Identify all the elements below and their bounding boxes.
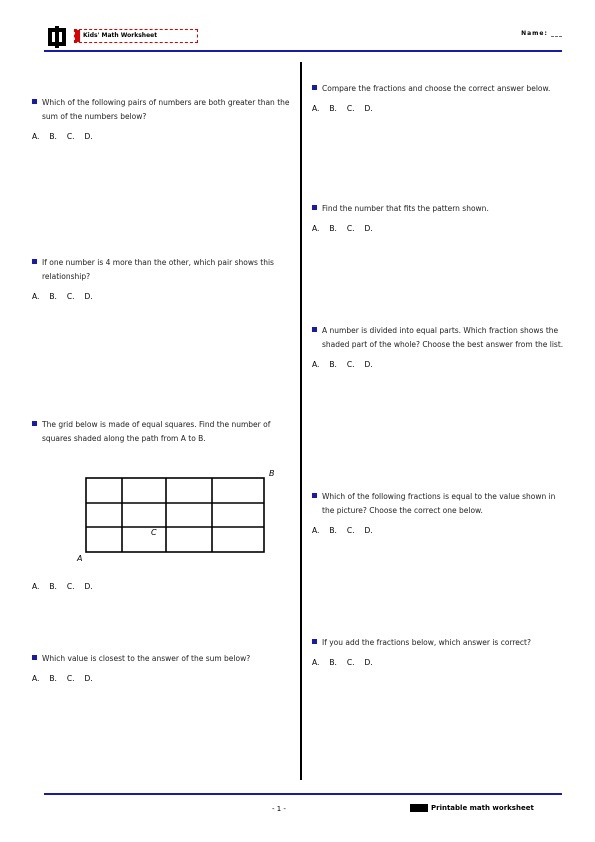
- top-rule: [44, 50, 562, 52]
- choice-d[interactable]: D.: [364, 526, 373, 535]
- choice-c[interactable]: C.: [346, 104, 355, 113]
- choice-d[interactable]: D.: [364, 104, 373, 113]
- answer-choices: [312, 222, 570, 236]
- question-text: The grid below is made of equal squares. Find the number of squares shaded along the path from A to B.: [42, 420, 271, 443]
- question-bullet-icon: [32, 655, 37, 660]
- choice-c[interactable]: C.: [66, 674, 75, 683]
- question-bullet-icon: [312, 85, 317, 90]
- answer-choices: [312, 358, 570, 372]
- choice-a[interactable]: A.: [312, 224, 320, 233]
- question-5: [312, 82, 570, 116]
- choice-b[interactable]: B.: [329, 104, 337, 113]
- question-bullet-icon: [312, 493, 317, 498]
- answer-choices: [32, 672, 290, 686]
- question-8: [312, 490, 570, 538]
- answer-choices: [32, 580, 290, 594]
- choice-a[interactable]: A.: [312, 526, 320, 535]
- question-text: If you add the fractions below, which answer is correct?: [322, 638, 531, 647]
- choice-a[interactable]: A.: [312, 104, 320, 113]
- question-text: Which of the following fractions is equal to the value shown in the picture? Choose the correct one below.: [322, 492, 556, 515]
- question-text: A number is divided into equal parts. Which fraction shows the shaded part of the whole? Choose the best answer from the list.: [322, 326, 564, 349]
- question-bullet-icon: [32, 99, 37, 104]
- bottom-rule: [44, 793, 562, 795]
- answer-choices: [312, 656, 570, 670]
- answer-choices: [32, 130, 290, 144]
- choice-d[interactable]: D.: [84, 674, 93, 683]
- choice-b[interactable]: B.: [329, 526, 337, 535]
- question-9: [312, 636, 570, 670]
- choice-c[interactable]: C.: [66, 582, 75, 591]
- question-1: [32, 96, 290, 144]
- answer-choices: [32, 290, 290, 304]
- choice-a[interactable]: A.: [32, 292, 40, 301]
- grid-label-start: A: [77, 554, 83, 563]
- question-4: [32, 652, 290, 686]
- choice-b[interactable]: B.: [329, 658, 337, 667]
- choice-c[interactable]: C.: [346, 526, 355, 535]
- choice-c[interactable]: C.: [346, 360, 355, 369]
- question-bullet-icon: [312, 205, 317, 210]
- choice-c[interactable]: C.: [346, 658, 355, 667]
- question-bullet-icon: [32, 259, 37, 264]
- question-6: [312, 202, 570, 236]
- answer-choices: [312, 524, 570, 538]
- footer-code-text: Printable math worksheet: [431, 804, 534, 812]
- question-text: Which value is closest to the answer of the sum below?: [42, 654, 251, 663]
- page-label: Name: ___: [521, 30, 563, 37]
- choice-c[interactable]: C.: [66, 132, 75, 141]
- question-3: [32, 418, 290, 446]
- choice-b[interactable]: B.: [49, 292, 57, 301]
- choice-a[interactable]: A.: [312, 360, 320, 369]
- choice-b[interactable]: B.: [49, 674, 57, 683]
- answer-choices: [312, 102, 570, 116]
- choice-d[interactable]: D.: [364, 224, 373, 233]
- grid-label-end: B: [269, 469, 275, 478]
- question-text: Which of the following pairs of numbers are both greater than the sum of the numbers below?: [42, 98, 290, 121]
- choice-a[interactable]: A.: [32, 674, 40, 683]
- choice-b[interactable]: B.: [329, 360, 337, 369]
- question-7: [312, 324, 570, 372]
- footer-code: [410, 804, 534, 812]
- grid-figure: [84, 476, 268, 554]
- question-bullet-icon: [312, 639, 317, 644]
- choice-c[interactable]: C.: [346, 224, 355, 233]
- choice-d[interactable]: D.: [84, 292, 93, 301]
- question-bullet-icon: [312, 327, 317, 332]
- page-number: - 1 -: [272, 805, 286, 813]
- choice-d[interactable]: D.: [364, 658, 373, 667]
- choice-c[interactable]: C.: [66, 292, 75, 301]
- footer-mark-icon: [410, 804, 428, 812]
- question-3-choices: [32, 580, 290, 594]
- choice-b[interactable]: B.: [329, 224, 337, 233]
- question-text: If one number is 4 more than the other, which pair shows this relationship?: [42, 258, 274, 281]
- column-divider: [300, 62, 302, 780]
- logo-mark-icon: [46, 26, 68, 48]
- logo-title: Kids' Math Worksheet: [74, 29, 198, 43]
- grid-label-mid: C: [151, 528, 157, 537]
- choice-d[interactable]: D.: [84, 132, 93, 141]
- question-text: Compare the fractions and choose the correct answer below.: [322, 84, 551, 93]
- choice-a[interactable]: A.: [312, 658, 320, 667]
- choice-a[interactable]: A.: [32, 132, 40, 141]
- question-bullet-icon: [32, 421, 37, 426]
- choice-b[interactable]: B.: [49, 132, 57, 141]
- choice-d[interactable]: D.: [364, 360, 373, 369]
- choice-a[interactable]: A.: [32, 582, 40, 591]
- choice-b[interactable]: B.: [49, 582, 57, 591]
- question-text: Find the number that fits the pattern shown.: [322, 204, 489, 213]
- question-2: [32, 256, 290, 304]
- choice-d[interactable]: D.: [84, 582, 93, 591]
